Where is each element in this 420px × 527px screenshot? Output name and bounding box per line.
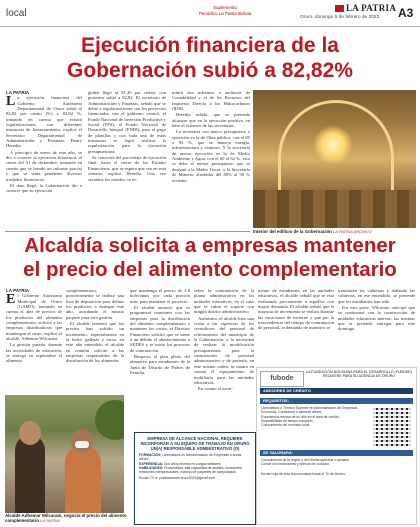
story2-photo bbox=[5, 395, 124, 513]
formacion-text: Licenciatura en Administración de Empresas o áreas afines. bbox=[139, 453, 242, 462]
story1-paragraph: La secretaría con mayor presupuesto y ejecución es la de Obra pública, con el 85 a 93 %, que se maneja energía, infraestructura y caminos. Y la secretaría de menor ejecución es la de Medio Ambiente y Agua, con el 60 al 62 %, esto se debe al menor presupuesto que se designó a la Madre Tierra, y la Secretaría de Minería, alrededor del 80% al 90 % reciente. bbox=[172, 129, 250, 183]
story2-dropcap: E bbox=[6, 292, 16, 308]
job-notice-body bbox=[139, 453, 251, 481]
story2-headline-line1: Alcaldía solicita a empresas mantener bbox=[24, 234, 396, 257]
dateline: Oruro, domingo 5 de febrero de 2023 bbox=[300, 15, 380, 20]
story2-headline bbox=[0, 234, 420, 282]
story1-kicker: LA PATRIA bbox=[6, 90, 30, 95]
story2-column-2 bbox=[66, 288, 124, 393]
logo-text: LA PATRIA bbox=[346, 3, 397, 13]
section-label: local bbox=[6, 8, 27, 19]
story2-paragraph: En cuanto al incre- bbox=[198, 386, 233, 392]
habilidades-label: HABILIDADES: bbox=[139, 465, 164, 470]
fubode-advertisement bbox=[256, 367, 417, 525]
story2-paragraph: Respecto al plan piloto del almuerzo para estudiantes de la Junta de Distrito de Padres de Familia, bbox=[130, 354, 190, 376]
experiencia-text: Dos años mínimo en cargos similares. bbox=[164, 461, 222, 466]
ad-role-bar: ASESORES DE CRÉDITO bbox=[260, 388, 413, 394]
ad-requirement-item: Experiencia mínima de un año en el área de crédito. bbox=[261, 414, 340, 419]
story1-headline-line1: Ejecución financiera de la bbox=[81, 34, 339, 57]
story2-paragraph: Por esta parte, Wilcarani anticipó que se continuará con la construcción de unidades educativas nuevas, las mismas que se pretende entregar para este domingo. bbox=[338, 305, 415, 332]
story2-paragraph: tramitarán los cubiertas y dañando las cubiertas, en ese entendido, se pretende que los estudiantes han sido. bbox=[338, 288, 415, 304]
ad-requirement-item: Disponibilidad de tiempo completo. bbox=[261, 418, 314, 423]
sponsor-line-2: Periódico La Patria Bolivia bbox=[198, 11, 252, 16]
qr-code-icon bbox=[373, 408, 411, 446]
story1-paragraph: global llegó al 81,20 por ciento, con posterior subió a 82,82. El secretario de Administración y Finanzas, señaló que se debió a regularizaciones con los proyectos financiados con el gobierno central, el Fondo Nacional de Inversión Productiva y Social (FPS), el Fondo Nacional de Desarrollo Integral (FNDI), para el pago de planillas y con cada una de estas instancias se logró realizar la regularización para la ejecución presupuestaria. bbox=[88, 90, 166, 154]
ad-value-item: Conocimiento de la región y del idioma quechua o aymara. bbox=[261, 458, 350, 462]
story1-photo-credit: LA PATRIA ARCHIVO bbox=[333, 229, 372, 234]
story1-paragraph: El dato llegó, la Gobernación dio a conocer que su ejecución bbox=[6, 182, 82, 194]
header-divider bbox=[0, 26, 420, 27]
page-number: A3 bbox=[398, 6, 414, 20]
story1-paragraph: mitirá dos informes a auditoría de Contabilidad y al de los Recursos del Impuesto Directo a los Hidrocarburos (IDH). bbox=[172, 90, 250, 112]
ad-values-bar: SE VALORARÁ: bbox=[260, 450, 413, 456]
story2-paragraph: l Gobierno Autónomo Municipal de Oruro (GAMO), tomando en cuenta el alza de precios de los productos del alimento complementario, solicitó a las empresas distribuidoras que mantengan el costo, explicó el alcalde, Adhemar Wilcarani. bbox=[6, 293, 62, 342]
story1-photo bbox=[253, 90, 416, 228]
story1-dropcap: L bbox=[6, 94, 16, 110]
story2-kicker: LA PATRIA bbox=[6, 288, 30, 293]
story2-photo-credit: LA PATRIA bbox=[40, 518, 60, 523]
story2-paragraph: complementario, posteriormente se realizó una lista de depuración para definir los productos a entregar este año, acordando el mismo paquete para esta gestión. bbox=[66, 288, 124, 320]
job-notice-contact: Enviar CV a: postulaciones.oruro2023@gmail.com bbox=[139, 476, 216, 481]
story1-headline-line2: Gobernación subió a 82,82% bbox=[67, 59, 353, 82]
ad-footer: Enviar hoja de vida documentada hasta el 10 de febrero. bbox=[261, 472, 347, 476]
story1-column-1 bbox=[6, 90, 82, 230]
story1-paragraph: Se conocerá del porcentaje de ejecución final, hasta el cierre de los Estados Financieros, que se espera que sea en esta semana, explicó Heredia. Una vez cerrados los estados, se re- bbox=[88, 155, 166, 182]
ad-requirements-bar: REQUISITOS: bbox=[260, 398, 413, 404]
story2-paragraph: que mantenga el precio de 4.8 bolivianos por cada porción más, para mantener el proyecto. bbox=[130, 288, 190, 304]
sponsor-line bbox=[150, 5, 300, 17]
ad-requirement-item: Licenciatura o Técnico Superior en Administración de Empresas, Economía, Contaduría o carreras afines. bbox=[261, 406, 359, 415]
story2-column-5 bbox=[258, 288, 334, 364]
story1-paragraph: a ejecución financiera del Gobierno Autónomo Departamental de Oruro subió al 82,82 por ciento (%) a 82,82 %, tomando en cuenta que existió regularizaciones con diferentes instancias de financiamiento, explicó el Secretario Departamental de Administración y Finanzas, Henry Heredia. bbox=[6, 95, 82, 149]
experiencia-label: EXPERIENCIA: bbox=[139, 461, 164, 466]
story2-paragraph: El alcalde lamentó que los precios han sufrido un incremento, especialmente en la leche, galletas y arroz, en este año entendido el alcalde en reunión solicitó a las empresas responsables de la distribución de los alimentos bbox=[66, 321, 124, 364]
story1-paragraph: A principio de enero de este año, se dio a conocer la ejecución financiera, al cierre del 31 de diciembre, tomando en cuenta que se brindó un informe parcial y que se tenía pendiente diversos traslados financieros. bbox=[6, 149, 82, 182]
ad-values-list bbox=[261, 458, 411, 467]
ad-requirements-list bbox=[261, 406, 371, 427]
story2-column-4 bbox=[194, 288, 254, 428]
story2-paragraph: sobre la contratación de la planta administrativa en las unidades educativas, en el caso que se cubra el soporte con ningún distrito administrativo. bbox=[194, 288, 254, 315]
story2-column-6 bbox=[338, 288, 415, 364]
ad-requirement-item: Conocimiento del mercado local. bbox=[261, 423, 311, 428]
story2-paragraph: La gestión pasada, durante las actividades de educación, se entregó en septiembre el alimento bbox=[6, 342, 62, 364]
story2-paragraph: Asimismo, el alcalde hizo una visita a las vigencias de los consultores del personal de relevamiento del municipio de la Gobernación, a la necesidad de realizar la modificación presupuestaria para la contratación de personal administrativo y de portería, en este mismo orden, se notará en cuenta el equipamiento de mobiliario para las unidades educativas. bbox=[194, 315, 254, 385]
job-notice-title: EMPRESA DE ALCANCE NACIONAL REQUIERE INCORPORAR A SU EQUIPO DE TRABAJO EN ORURO UN(A) RESPONSABLE ADMINISTRATIVO (O) bbox=[140, 436, 250, 451]
story1-caption-text: Interior del edificio de la Gobernación bbox=[253, 229, 332, 234]
logo-icon bbox=[335, 5, 344, 12]
story2-headline-line2: el precio del alimento complementario bbox=[23, 258, 397, 281]
formacion-label: FORMACIÓN: bbox=[139, 453, 162, 457]
sponsor-line-1: Suplemento bbox=[212, 5, 238, 10]
story2-column-3 bbox=[130, 288, 190, 428]
story1-headline bbox=[0, 33, 420, 83]
job-notice-box bbox=[134, 432, 256, 525]
story1-column-3 bbox=[172, 90, 250, 230]
habilidades-text: Proactividad, alta capacidad de análisis, excelentes relaciones interpersonales, manejo de paquetes de computación. bbox=[139, 465, 242, 475]
story2-column-1 bbox=[6, 288, 62, 393]
story2-paragraph: mento de estudiantes en las unidades educativas, el alcalde señaló que se está evaluando previamente a aquellos con mayor demanda. El alcalde señaló que la mayoría de incremento se realizó durante las vacaciones de invierno y que por la trascendencia del tiempo de contratación de personal, la demanda de maestros se bbox=[258, 288, 334, 331]
ad-headline: LA FUNDACIÓN BOLIVIANA PARA EL DESARROLLO (FUBODE) REQUIERE PARA SU AGENCIA DE ORURO bbox=[306, 370, 412, 379]
story1-paragraph: Heredia señaló, que se pretende alcanzar que en la ejecución positiva, en base al esfuerzo de las secretarías. bbox=[172, 112, 250, 129]
newspaper-logo bbox=[335, 3, 396, 13]
story2-caption-text: Alcalde Adhemar Wilcarani, negocia el precio del alimento complementario bbox=[5, 513, 127, 523]
story2-photo-caption bbox=[5, 513, 130, 523]
story1-column-2 bbox=[88, 90, 166, 230]
story-divider bbox=[5, 231, 250, 232]
ad-value-item: Contar con motocicleta y licencia de conducir. bbox=[261, 462, 330, 467]
fubode-logo: fubode bbox=[260, 371, 304, 387]
story2-paragraph: El alcalde anunció que se programará reuniones con las empresas para la distribución del alimento complementario y mantener los costos, el Director Financiero solicitó que se sume a un debido el abastecimiento a SEDES y se inicie los procesos de contratación. bbox=[130, 305, 190, 353]
